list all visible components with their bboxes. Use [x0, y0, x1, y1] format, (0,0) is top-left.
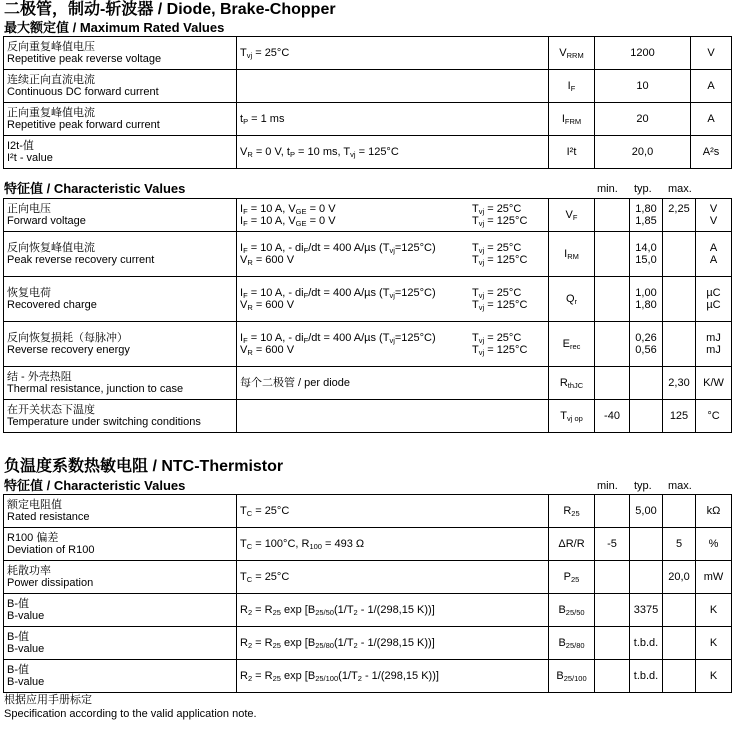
- symbol: $E_{rec}$: [549, 322, 595, 367]
- ntc-col-min: min.: [597, 480, 618, 492]
- unit: A A: [696, 232, 732, 277]
- unit: V: [691, 37, 732, 70]
- unit: A: [691, 70, 732, 103]
- unit: mW: [696, 561, 732, 594]
- param-name-zh: I2t-值: [7, 139, 34, 152]
- condition: $T_C = 100^\circ C$, $R_{100} = 493$ Ω: [237, 528, 549, 561]
- table-row: [4, 37, 732, 70]
- param-name-en: Recovered charge: [7, 299, 97, 311]
- typ-value: [630, 528, 663, 561]
- symbol: $I_{RM}$: [549, 232, 595, 277]
- col-typ: typ.: [634, 183, 652, 195]
- typ-value: 5,00: [630, 495, 663, 528]
- min-value: [595, 594, 630, 627]
- table-row: [4, 561, 732, 594]
- unit: K: [696, 627, 732, 660]
- junction-temp: $T_{vj} = 25^\circ C$ $T_{vj} = 125^\circ C$: [472, 331, 528, 357]
- condition: $T_{vj} = 25^\circ C$: [237, 37, 549, 70]
- max-value: [663, 322, 696, 367]
- ntc-col-max: max.: [668, 480, 692, 492]
- unit: V V: [696, 199, 732, 232]
- table-row: [4, 232, 732, 277]
- symbol: $B_{25/50}$: [549, 594, 595, 627]
- symbol: $Q_r$: [549, 277, 595, 322]
- unit: µC µC: [696, 277, 732, 322]
- symbol: $I_{FRM}$: [549, 103, 595, 136]
- condition: $R_2 = R_{25}$ $\exp [B_{25/100}(1/T_2 - 1/(298,15$ K))]: [237, 660, 549, 693]
- unit: %: [696, 528, 732, 561]
- param-name-zh: 在开关状态下温度: [7, 403, 95, 416]
- unit: A²s: [691, 136, 732, 169]
- junction-temp: $T_{vj} = 25^\circ C$ $T_{vj} = 125^\circ C$: [472, 286, 528, 312]
- unit: mJ mJ: [696, 322, 732, 367]
- min-value: [595, 199, 630, 232]
- diode-char-table: [3, 198, 732, 433]
- param-name-en: Rated resistance: [7, 511, 90, 523]
- param-name-en: Forward voltage: [7, 215, 86, 227]
- max-value: [663, 277, 696, 322]
- min-value: [595, 322, 630, 367]
- symbol: $R_{thJC}$: [549, 367, 595, 400]
- value: 10: [595, 70, 691, 103]
- param-name-zh: 正向重复峰值电流: [7, 106, 95, 119]
- param-name-en: Reverse recovery energy: [7, 344, 130, 356]
- table-row: [4, 400, 732, 433]
- value: 1200: [595, 37, 691, 70]
- diode-char-title: 特征值 / Characteristic Values: [4, 181, 186, 196]
- max-value: [663, 660, 696, 693]
- param-name-zh: B-值: [7, 597, 29, 610]
- symbol: $B_{25/100}$: [549, 660, 595, 693]
- min-value: [595, 561, 630, 594]
- symbol: $V_F$: [549, 199, 595, 232]
- param-name-en: I²t - value: [7, 152, 53, 164]
- unit: °C: [696, 400, 732, 433]
- value: 20,0: [595, 136, 691, 169]
- typ-value: t.b.d.: [630, 627, 663, 660]
- table-row: [4, 660, 732, 693]
- param-name-en: Continuous DC forward current: [7, 86, 159, 98]
- max-value: 2,30: [663, 367, 696, 400]
- param-name-zh: B-值: [7, 663, 29, 676]
- table-row: [4, 367, 732, 400]
- footnote-zh: 根据应用手册标定: [4, 694, 92, 706]
- unit: K/W: [696, 367, 732, 400]
- param-name-zh: 耗散功率: [7, 564, 51, 577]
- param-name-en: Temperature under switching conditions: [7, 416, 201, 428]
- typ-value: 3375: [630, 594, 663, 627]
- symbol: $B_{25/80}$: [549, 627, 595, 660]
- typ-value: [630, 561, 663, 594]
- condition: [237, 400, 549, 433]
- max-value: [663, 594, 696, 627]
- typ-value: [630, 400, 663, 433]
- param-name-en: Power dissipation: [7, 577, 94, 589]
- max-rated-title: 最大额定值 / Maximum Rated Values: [4, 20, 225, 35]
- max-value: [663, 232, 696, 277]
- condition: 每个二极管 / per diode: [237, 367, 549, 400]
- max-value: 20,0: [663, 561, 696, 594]
- table-row: [4, 528, 732, 561]
- param-name-zh: 结 - 外壳热阻: [7, 370, 72, 383]
- param-name-zh: B-值: [7, 630, 29, 643]
- max-rated-table: [3, 36, 732, 169]
- param-name-zh: 额定电阻值: [7, 498, 62, 511]
- table-row: [4, 70, 732, 103]
- symbol: $P_{25}$: [549, 561, 595, 594]
- junction-temp: $T_{vj} = 25^\circ C$ $T_{vj} = 125^\circ C$: [472, 241, 528, 267]
- col-min: min.: [597, 183, 618, 195]
- param-name-en: Peak reverse recovery current: [7, 254, 155, 266]
- min-value: -40: [595, 400, 630, 433]
- min-value: [595, 232, 630, 277]
- max-value: 5: [663, 528, 696, 561]
- param-name-en: B-value: [7, 610, 45, 622]
- param-name-en: Repetitive peak forward current: [7, 119, 160, 131]
- symbol: $V_{RRM}$: [549, 37, 595, 70]
- param-name-zh: 反向恢复损耗（每脉冲）: [7, 331, 128, 344]
- condition: $R_2 = R_{25}$ $\exp [B_{25/50}(1/T_2 - 1/(298,15$ K))]: [237, 594, 549, 627]
- table-row: [4, 199, 732, 232]
- max-value: [663, 495, 696, 528]
- min-value: [595, 495, 630, 528]
- param-name-en: Deviation of R100: [7, 544, 95, 556]
- ntc-col-typ: typ.: [634, 480, 652, 492]
- typ-value: [630, 367, 663, 400]
- table-row: [4, 495, 732, 528]
- condition: $T_C = 25^\circ C$: [237, 561, 549, 594]
- unit: K: [696, 594, 732, 627]
- table-row: [4, 627, 732, 660]
- param-name-zh: 恢复电荷: [7, 286, 51, 299]
- max-value: 125: [663, 400, 696, 433]
- condition: $V_R = 0$ V, $t_P = 10$ ms, $T_{vj} = 125^\circ C$: [237, 136, 549, 169]
- typ-value: 14,0 15,0: [630, 232, 663, 277]
- condition: [237, 70, 549, 103]
- ntc-section-title: 负温度系数热敏电阻 / NTC-Thermistor: [4, 458, 284, 475]
- table-row: [4, 277, 732, 322]
- footnote-en: Specification according to the valid application note.: [4, 708, 257, 720]
- condition: $I_F = 10$ A, - $di_F/dt = 400$ A/µs $(T_{vj}=125^\circ C)$ $V_R = 600$ V $T_{vj} = 25^\circ C$ $T_{vj} = 125^\circ C$: [237, 277, 549, 322]
- param-name-en: Repetitive peak reverse voltage: [7, 53, 162, 65]
- param-name-zh: 正向电压: [7, 202, 51, 215]
- max-value: [663, 627, 696, 660]
- typ-value: 1,00 1,80: [630, 277, 663, 322]
- symbol: I²t: [549, 136, 595, 169]
- col-max: max.: [668, 183, 692, 195]
- symbol: $R_{25}$: [549, 495, 595, 528]
- param-name-en: Thermal resistance, junction to case: [7, 383, 184, 395]
- symbol: $T_{vj op}$: [549, 400, 595, 433]
- min-value: [595, 660, 630, 693]
- param-name-en: B-value: [7, 643, 45, 655]
- condition: $t_P = 1$ ms: [237, 103, 549, 136]
- min-value: [595, 277, 630, 322]
- param-name-en: B-value: [7, 676, 45, 688]
- condition: $I_F = 10$ A, - $di_F/dt = 400$ A/µs $(T_{vj}=125^\circ C)$ $V_R = 600$ V $T_{vj} = 25^\circ C$ $T_{vj} = 125^\circ C$: [237, 232, 549, 277]
- condition: $I_F = 10$ A, $V_{GE} = 0$ V $I_F = 10$ A, $V_{GE} = 0$ V $T_{vj} = 25^\circ C$ $T_{vj} = 125^\circ C$: [237, 199, 549, 232]
- param-name-zh: 连续正向直流电流: [7, 73, 95, 86]
- condition: $R_2 = R_{25}$ $\exp [B_{25/80}(1/T_2 - 1/(298,15$ K))]: [237, 627, 549, 660]
- min-value: -5: [595, 528, 630, 561]
- value: 20: [595, 103, 691, 136]
- table-row: [4, 136, 732, 169]
- condition: $I_F = 10$ A, - $di_F/dt = 400$ A/µs $(T_{vj}=125^\circ C)$ $V_R = 600$ V $T_{vj} = 25^\circ C$ $T_{vj} = 125^\circ C$: [237, 322, 549, 367]
- symbol: $I_F$: [549, 70, 595, 103]
- symbol: ΔR/R: [549, 528, 595, 561]
- typ-value: 0,26 0,56: [630, 322, 663, 367]
- unit: A: [691, 103, 732, 136]
- ntc-char-title: 特征值 / Characteristic Values: [4, 478, 186, 493]
- diode-section-title: 二极管，制动-斩波器 / Diode, Brake-Chopper: [4, 1, 336, 18]
- condition: $T_C = 25^\circ C$: [237, 495, 549, 528]
- param-name-zh: 反向恢复峰值电流: [7, 241, 95, 254]
- max-value: 2,25: [663, 199, 696, 232]
- param-name-zh: R100 偏差: [7, 531, 59, 544]
- param-name-zh: 反向重复峰值电压: [7, 40, 95, 53]
- table-row: [4, 594, 732, 627]
- ntc-table: [3, 494, 732, 693]
- unit: kΩ: [696, 495, 732, 528]
- typ-value: 1,80 1,85: [630, 199, 663, 232]
- table-row: [4, 322, 732, 367]
- min-value: [595, 627, 630, 660]
- typ-value: t.b.d.: [630, 660, 663, 693]
- min-value: [595, 367, 630, 400]
- table-row: [4, 103, 732, 136]
- unit: K: [696, 660, 732, 693]
- junction-temp: $T_{vj} = 25^\circ C$ $T_{vj} = 125^\circ C$: [472, 202, 528, 228]
